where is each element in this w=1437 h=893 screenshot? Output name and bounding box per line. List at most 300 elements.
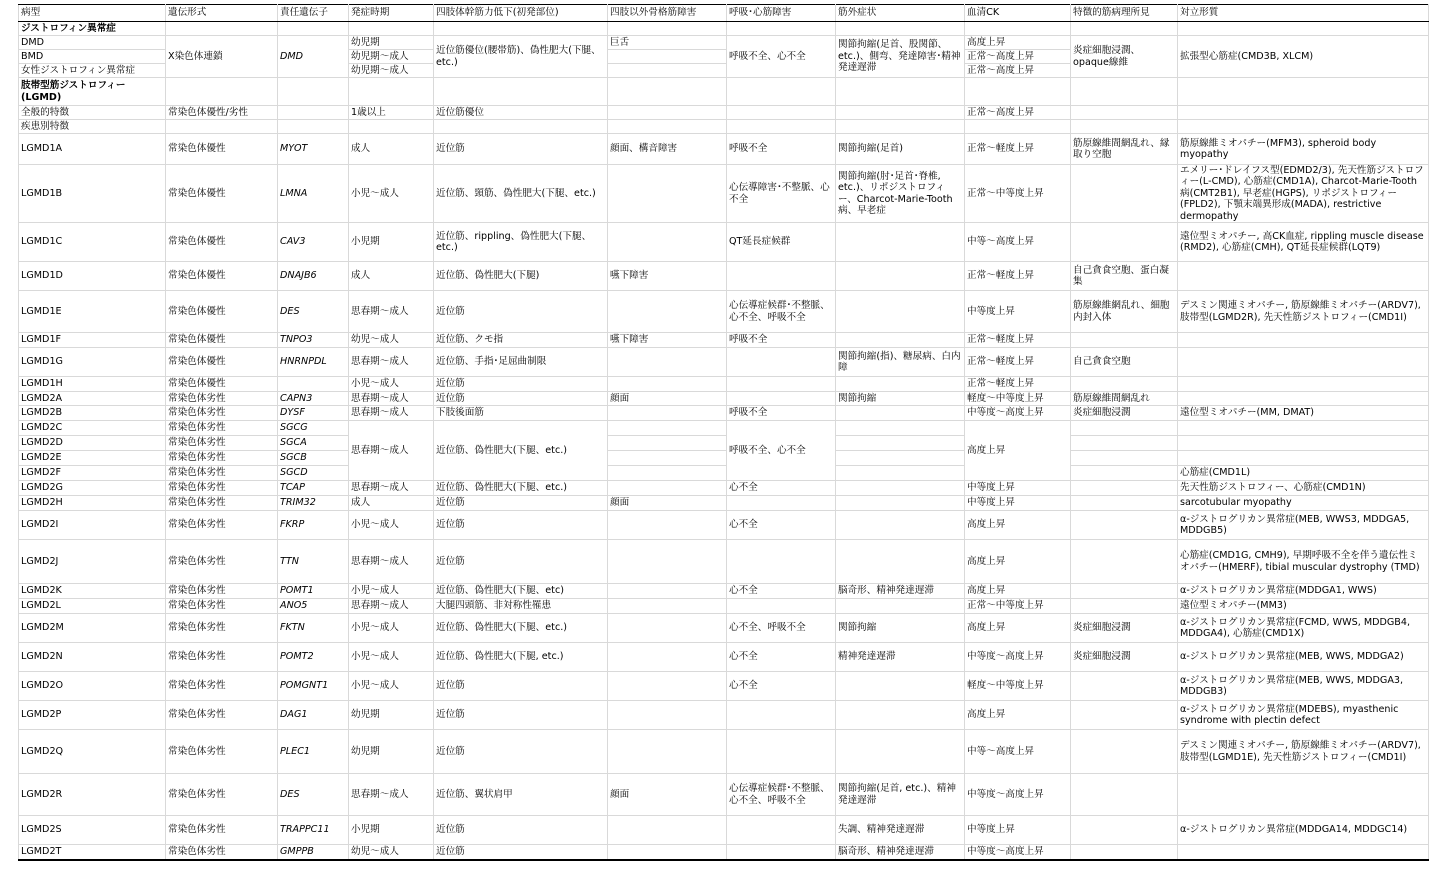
- header-cell: 血清CK: [965, 5, 1071, 22]
- weakness-cell: 近位筋、偽性肥大(下腿, etc.): [434, 643, 608, 672]
- other-muscle-cell: [608, 614, 727, 643]
- table-row: [19, 333, 1429, 348]
- disease-name: LGMD2O: [19, 672, 166, 701]
- pathology-cell: [1071, 511, 1178, 540]
- weakness-cell: 近位筋、偽性肥大(下腿、etc.): [434, 614, 608, 643]
- section-row: [19, 22, 1429, 36]
- inheritance-cell: 常染色体劣性: [166, 406, 278, 421]
- ck-cell: 中等度～高度上昇: [965, 845, 1071, 860]
- gene-cell: ANO5: [278, 599, 349, 614]
- disease-name: LGMD2F: [19, 466, 166, 481]
- inheritance-cell: 常染色体劣性: [166, 599, 278, 614]
- cardio-cell: [727, 701, 836, 730]
- extra-cell: [836, 540, 965, 584]
- other-muscle-cell: 顔面、構音障害: [608, 134, 727, 165]
- other-muscle-cell: [608, 816, 727, 845]
- gene-cell: SGCA: [278, 436, 349, 451]
- header-cell: 四肢以外骨格筋障害: [608, 5, 727, 22]
- cardio-cell: 心伝導障害･不整脈、心不全: [727, 165, 836, 223]
- allelic-cell: 遠位型ミオパチー, 高CK血症, rippling muscle disease (RMD2), 心筋症(CMH), QT延長症候群(LQT9): [1178, 223, 1429, 262]
- pathology-cell: [1071, 540, 1178, 584]
- pathology-cell: 筋原線維網乱れ、細胞内封入体: [1071, 291, 1178, 333]
- onset-cell: 幼児期: [349, 701, 434, 730]
- allelic-cell: 先天性筋ジストロフィー、心筋症(CMD1N): [1178, 481, 1429, 496]
- header-cell: 対立形質: [1178, 5, 1429, 22]
- table-row: [19, 451, 1429, 466]
- table-row: [19, 584, 1429, 599]
- disease-name: LGMD2N: [19, 643, 166, 672]
- pathology-cell: [1071, 165, 1178, 223]
- ck-cell: 中等度～高度上昇: [965, 406, 1071, 421]
- disease-name: LGMD2H: [19, 496, 166, 511]
- pathology-cell: [1071, 774, 1178, 816]
- pathology-cell: [1071, 845, 1178, 860]
- disease-name: LGMD2Q: [19, 730, 166, 774]
- gene-cell: TCAP: [278, 481, 349, 496]
- ck-cell: 高度上昇: [965, 511, 1071, 540]
- allelic-cell: エメリー･ドレイフス型(EDMD2/3), 先天性筋ジストロフィー(L-CMD), 心筋症(CMD1A), Charcot-Marie-Tooth病(CMT2B1), 早老症(HGPS), リポジストロフィー(FPLD2), 下顎末端異形成(MADA), restrictive dermopathy: [1178, 165, 1429, 223]
- other-muscle-cell: [608, 511, 727, 540]
- extra-cell: 関節拘縮: [836, 614, 965, 643]
- onset-cell: 小児～成人: [349, 584, 434, 599]
- table-row: [19, 540, 1429, 584]
- inheritance-cell: 常染色体劣性: [166, 421, 278, 436]
- disease-label-row: [19, 120, 1429, 134]
- extra-cell: [836, 451, 965, 466]
- onset-cell: 幼児期: [349, 36, 434, 50]
- allelic-cell: α-ジストログリカン異常症(MEB, WWS3, MDDGA5, MDDGB5): [1178, 511, 1429, 540]
- gene-cell: DES: [278, 291, 349, 333]
- table-row: [19, 599, 1429, 614]
- weakness-cell: 近位筋: [434, 392, 608, 406]
- other-muscle-cell: 嚥下障害: [608, 262, 727, 291]
- general-label: 全般的特徴: [19, 106, 166, 120]
- weakness-cell: 近位筋、偽性肥大(下腿): [434, 262, 608, 291]
- pathology-cell: 筋原線維間網乱れ、縁取り空胞: [1071, 134, 1178, 165]
- onset-cell: 思春期～成人: [349, 421, 434, 481]
- allelic-cell: [1178, 348, 1429, 377]
- extra-cell: [836, 599, 965, 614]
- other-muscle-cell: [608, 643, 727, 672]
- inheritance-cell: 常染色体劣性: [166, 672, 278, 701]
- table-row: [19, 291, 1429, 333]
- cardio-cell: [727, 392, 836, 406]
- ck-cell: 高度上昇: [965, 540, 1071, 584]
- weakness-cell: 近位筋優位: [434, 106, 608, 120]
- onset-cell: 思春期～成人: [349, 774, 434, 816]
- weakness-cell: 近位筋、手指･足屈曲制限: [434, 348, 608, 377]
- table-row: [19, 643, 1429, 672]
- disease-name: LGMD2S: [19, 816, 166, 845]
- gene-cell: TRAPPC11: [278, 816, 349, 845]
- disease-name: LGMD1G: [19, 348, 166, 377]
- gene-cell: GMPPB: [278, 845, 349, 860]
- allelic-cell: [1178, 377, 1429, 392]
- ck-cell: 中等度上昇: [965, 291, 1071, 333]
- header-row: [19, 5, 1429, 22]
- inheritance-cell: 常染色体劣性: [166, 643, 278, 672]
- inheritance-cell: 常染色体劣性: [166, 392, 278, 406]
- extra-cell: [836, 466, 965, 481]
- extra-cell: 精神発達遅滞: [836, 643, 965, 672]
- onset-cell: 思春期～成人: [349, 481, 434, 496]
- table-row: [19, 406, 1429, 421]
- cardio-cell: 呼吸不全、心不全: [727, 36, 836, 78]
- onset-cell: 小児～成人: [349, 643, 434, 672]
- header-cell: 責任遺伝子: [278, 5, 349, 22]
- onset-cell: 幼児期～成人: [349, 64, 434, 78]
- header-cell: 特徴的筋病理所見: [1071, 5, 1178, 22]
- disease-name: LGMD2R: [19, 774, 166, 816]
- disease-name: LGMD2T: [19, 845, 166, 860]
- allelic-cell: [1178, 392, 1429, 406]
- table-row: [19, 436, 1429, 451]
- extra-cell: 失調、精神発達遅滞: [836, 816, 965, 845]
- ck-cell: 中等～高度上昇: [965, 223, 1071, 262]
- allelic-cell: [1178, 845, 1429, 860]
- inheritance-cell: 常染色体劣性: [166, 730, 278, 774]
- onset-cell: 1歳以上: [349, 106, 434, 120]
- extra-cell: 関節拘縮(足首、股関節、etc.)、側弯、発達障害･精神発達遅滞: [836, 36, 965, 78]
- allelic-cell: 心筋症(CMD1G, CMH9), 早期呼吸不全を伴う遺伝性ミオパチー(HMERF), tibial muscular dystrophy (TMD): [1178, 540, 1429, 584]
- onset-cell: 小児～成人: [349, 511, 434, 540]
- table-row: [19, 816, 1429, 845]
- ck-cell: 軽度～中等度上昇: [965, 392, 1071, 406]
- onset-cell: 小児期: [349, 223, 434, 262]
- pathology-cell: 炎症細胞浸潤: [1071, 643, 1178, 672]
- other-muscle-cell: [608, 451, 727, 466]
- extra-cell: [836, 291, 965, 333]
- disease-name: LGMD2M: [19, 614, 166, 643]
- weakness-cell: 近位筋: [434, 134, 608, 165]
- pathology-cell: [1071, 333, 1178, 348]
- disease-name: 女性ジストロフィン異常症: [19, 64, 166, 78]
- ck-cell: 中等～高度上昇: [965, 730, 1071, 774]
- weakness-cell: 近位筋: [434, 291, 608, 333]
- extra-cell: 関節拘縮(肘･足首･脊椎, etc.)、リポジストロフィー、Charcot-Marie-Tooth病、早老症: [836, 165, 965, 223]
- other-muscle-cell: 嚥下障害: [608, 333, 727, 348]
- extra-cell: [836, 701, 965, 730]
- inheritance-cell: 常染色体優性/劣性: [166, 106, 278, 120]
- gene-cell: POMT2: [278, 643, 349, 672]
- disease-name: LGMD2D: [19, 436, 166, 451]
- other-muscle-cell: [608, 584, 727, 599]
- table-row: [19, 223, 1429, 262]
- other-muscle-cell: 顔面: [608, 774, 727, 816]
- ck-cell: 高度上昇: [965, 701, 1071, 730]
- other-muscle-cell: [608, 436, 727, 451]
- other-muscle-cell: 巨舌: [608, 36, 727, 50]
- table-row: [19, 377, 1429, 392]
- allelic-cell: [1178, 421, 1429, 436]
- gene-cell: TTN: [278, 540, 349, 584]
- cardio-cell: 心不全: [727, 672, 836, 701]
- table-row: [19, 348, 1429, 377]
- pathology-cell: [1071, 466, 1178, 481]
- table-row: [19, 730, 1429, 774]
- pathology-cell: [1071, 584, 1178, 599]
- extra-cell: 関節拘縮(足首): [836, 134, 965, 165]
- allelic-cell: sarcotubular myopathy: [1178, 496, 1429, 511]
- disease-name: LGMD2L: [19, 599, 166, 614]
- weakness-cell: 近位筋: [434, 540, 608, 584]
- cardio-cell: 呼吸不全: [727, 406, 836, 421]
- ck-cell: 正常～軽度上昇: [965, 333, 1071, 348]
- disease-name: LGMD2A: [19, 392, 166, 406]
- gene-cell: FKTN: [278, 614, 349, 643]
- ck-cell: 正常～軽度上昇: [965, 348, 1071, 377]
- weakness-cell: 近位筋、クモ指: [434, 333, 608, 348]
- onset-cell: 小児期: [349, 816, 434, 845]
- gene-cell: SGCD: [278, 466, 349, 481]
- other-muscle-cell: [608, 701, 727, 730]
- allelic-cell: α-ジストログリカン異常症(MDDGA1, WWS): [1178, 584, 1429, 599]
- disease-label: 疾患別特徴: [19, 120, 166, 134]
- allelic-cell: α-ジストログリカン異常症(MEB, WWS, MDDGA3, MDDGB3): [1178, 672, 1429, 701]
- disease-name: LGMD2J: [19, 540, 166, 584]
- section-title-dystrophin: ジストロフィン異常症: [19, 22, 166, 36]
- inheritance-cell: 常染色体優性: [166, 377, 278, 392]
- disease-name: LGMD2G: [19, 481, 166, 496]
- ck-cell: 正常～高度上昇: [965, 50, 1071, 64]
- onset-cell: 幼児期～成人: [349, 50, 434, 64]
- ck-cell: 軽度～中等度上昇: [965, 672, 1071, 701]
- gene-cell: SGCG: [278, 421, 349, 436]
- ck-cell: 正常～軽度上昇: [965, 377, 1071, 392]
- other-muscle-cell: [608, 466, 727, 481]
- extra-cell: 関節拘縮(足首, etc.)、精神発達遅滞: [836, 774, 965, 816]
- allelic-cell: 心筋症(CMD1L): [1178, 466, 1429, 481]
- allelic-cell: [1178, 436, 1429, 451]
- other-muscle-cell: [608, 291, 727, 333]
- onset-cell: 小児～成人: [349, 614, 434, 643]
- disease-name: LGMD2B: [19, 406, 166, 421]
- other-muscle-cell: [608, 223, 727, 262]
- allelic-cell: [1178, 262, 1429, 291]
- disease-name: BMD: [19, 50, 166, 64]
- onset-cell: 思春期～成人: [349, 348, 434, 377]
- onset-cell: 小児～成人: [349, 165, 434, 223]
- weakness-cell: 近位筋、偽性肥大(下腿、etc): [434, 584, 608, 599]
- ck-cell: 中等度～高度上昇: [965, 774, 1071, 816]
- pathology-cell: [1071, 730, 1178, 774]
- table-row: [19, 701, 1429, 730]
- extra-cell: [836, 436, 965, 451]
- disease-name: DMD: [19, 36, 166, 50]
- pathology-cell: [1071, 816, 1178, 845]
- inheritance-cell: X染色体連鎖: [166, 36, 278, 78]
- inheritance-cell: 常染色体劣性: [166, 774, 278, 816]
- pathology-cell: [1071, 481, 1178, 496]
- pathology-cell: [1071, 496, 1178, 511]
- cardio-cell: [727, 599, 836, 614]
- extra-cell: 脳奇形、精神発達遅滞: [836, 845, 965, 860]
- pathology-cell: [1071, 599, 1178, 614]
- allelic-cell: α-ジストログリカン異常症(MDDGA14, MDDGC14): [1178, 816, 1429, 845]
- extra-cell: 関節拘縮(指)、糖尿病、白内障: [836, 348, 965, 377]
- weakness-cell: 近位筋: [434, 377, 608, 392]
- pathology-cell: [1071, 436, 1178, 451]
- cardio-cell: [727, 816, 836, 845]
- ck-cell: 高度上昇: [965, 584, 1071, 599]
- extra-cell: [836, 511, 965, 540]
- gene-cell: PLEC1: [278, 730, 349, 774]
- allelic-cell: 遠位型ミオパチー(MM3): [1178, 599, 1429, 614]
- pathology-cell: 自己貪食空胞、蛋白凝集: [1071, 262, 1178, 291]
- disease-name: LGMD1C: [19, 223, 166, 262]
- weakness-cell: 下肢後面筋: [434, 406, 608, 421]
- section-row: [19, 78, 1429, 106]
- weakness-cell: 近位筋: [434, 730, 608, 774]
- extra-cell: [836, 481, 965, 496]
- table-row: [19, 392, 1429, 406]
- gene-cell: CAPN3: [278, 392, 349, 406]
- cardio-cell: [727, 262, 836, 291]
- cardio-cell: 心不全: [727, 643, 836, 672]
- pathology-cell: 炎症細胞浸潤、opaque線維: [1071, 36, 1178, 78]
- weakness-cell: 近位筋、頸筋、偽性肥大(下腿、etc.): [434, 165, 608, 223]
- gene-cell: CAV3: [278, 223, 349, 262]
- gene-cell: MYOT: [278, 134, 349, 165]
- gene-cell: DMD: [278, 36, 349, 78]
- weakness-cell: 近位筋: [434, 701, 608, 730]
- weakness-cell: 近位筋優位(腰帯筋)、偽性肥大(下腿、etc.): [434, 36, 608, 78]
- ck-cell: 正常～軽度上昇: [965, 262, 1071, 291]
- allelic-cell: [1178, 333, 1429, 348]
- gene-cell: DYSF: [278, 406, 349, 421]
- ck-cell: 中等度上昇: [965, 816, 1071, 845]
- other-muscle-cell: [608, 165, 727, 223]
- onset-cell: 小児～成人: [349, 672, 434, 701]
- disease-name: LGMD1A: [19, 134, 166, 165]
- table-row: [19, 672, 1429, 701]
- disease-name: LGMD2C: [19, 421, 166, 436]
- table-row: [19, 614, 1429, 643]
- cardio-cell: QT延長症候群: [727, 223, 836, 262]
- gene-cell: SGCB: [278, 451, 349, 466]
- inheritance-cell: 常染色体優性: [166, 134, 278, 165]
- weakness-cell: 近位筋、rippling、偽性肥大(下腿、etc.): [434, 223, 608, 262]
- table-row: [19, 466, 1429, 481]
- inheritance-cell: 常染色体劣性: [166, 451, 278, 466]
- onset-cell: 思春期～成人: [349, 392, 434, 406]
- ck-cell: 中等度上昇: [965, 496, 1071, 511]
- weakness-cell: 大腿四頭筋、非対称性罹患: [434, 599, 608, 614]
- weakness-cell: 近位筋、偽性肥大(下腿、etc.): [434, 421, 608, 481]
- allelic-cell: 拡張型心筋症(CMD3B, XLCM): [1178, 36, 1429, 78]
- inheritance-cell: 常染色体劣性: [166, 816, 278, 845]
- gene-cell: POMGNT1: [278, 672, 349, 701]
- inheritance-cell: 常染色体劣性: [166, 481, 278, 496]
- other-muscle-cell: 顔面: [608, 392, 727, 406]
- other-muscle-cell: [608, 406, 727, 421]
- pathology-cell: [1071, 672, 1178, 701]
- general-row: [19, 106, 1429, 120]
- onset-cell: 幼児～成人: [349, 845, 434, 860]
- other-muscle-cell: [608, 540, 727, 584]
- allelic-cell: 筋原線維ミオパチー(MFM3), spheroid body myopathy: [1178, 134, 1429, 165]
- extra-cell: [836, 262, 965, 291]
- cardio-cell: [727, 845, 836, 860]
- allelic-cell: α-ジストログリカン異常症(MDEBS), myasthenic syndrome with plectin defect: [1178, 701, 1429, 730]
- weakness-cell: 近位筋、偽性肥大(下腿、etc.): [434, 481, 608, 496]
- cardio-cell: [727, 540, 836, 584]
- table-row: [19, 165, 1429, 223]
- extra-cell: [836, 377, 965, 392]
- table-row: [19, 481, 1429, 496]
- pathology-cell: 炎症細胞浸潤: [1071, 406, 1178, 421]
- inheritance-cell: 常染色体優性: [166, 291, 278, 333]
- ck-cell: 高度上昇: [965, 614, 1071, 643]
- extra-cell: [836, 223, 965, 262]
- pathology-cell: 筋原線維間網乱れ: [1071, 392, 1178, 406]
- disease-name: LGMD1B: [19, 165, 166, 223]
- cardio-cell: 呼吸不全: [727, 333, 836, 348]
- allelic-cell: α-ジストログリカン異常症(MEB, WWS, MDDGA2): [1178, 643, 1429, 672]
- cardio-cell: 心伝導症候群･不整脈、心不全、呼吸不全: [727, 291, 836, 333]
- table-row: [19, 774, 1429, 816]
- pathology-cell: 炎症細胞浸潤: [1071, 614, 1178, 643]
- inheritance-cell: 常染色体優性: [166, 333, 278, 348]
- onset-cell: 幼児期: [349, 730, 434, 774]
- table-row: [19, 421, 1429, 436]
- disease-name: LGMD2P: [19, 701, 166, 730]
- pathology-cell: [1071, 421, 1178, 436]
- pathology-cell: [1071, 701, 1178, 730]
- ck-cell: 正常～中等度上昇: [965, 165, 1071, 223]
- allelic-cell: α-ジストログリカン異常症(FCMD, WWS, MDDGB4, MDDGA4), 心筋症(CMD1X): [1178, 614, 1429, 643]
- cardio-cell: [727, 496, 836, 511]
- other-muscle-cell: [608, 348, 727, 377]
- other-muscle-cell: [608, 599, 727, 614]
- inheritance-cell: 常染色体優性: [166, 165, 278, 223]
- ck-cell: 中等度上昇: [965, 481, 1071, 496]
- onset-cell: 成人: [349, 134, 434, 165]
- table-row: [19, 845, 1429, 860]
- onset-cell: 思春期～成人: [349, 291, 434, 333]
- ck-cell: 正常～中等度上昇: [965, 599, 1071, 614]
- inheritance-cell: 常染色体劣性: [166, 511, 278, 540]
- other-muscle-cell: [608, 481, 727, 496]
- ck-cell: 正常～高度上昇: [965, 64, 1071, 78]
- table-row: [19, 511, 1429, 540]
- other-muscle-cell: 顔面: [608, 496, 727, 511]
- gene-cell: DNAJB6: [278, 262, 349, 291]
- extra-cell: [836, 730, 965, 774]
- inheritance-cell: 常染色体劣性: [166, 584, 278, 599]
- extra-cell: [836, 333, 965, 348]
- onset-cell: 小児～成人: [349, 377, 434, 392]
- gene-cell: LMNA: [278, 165, 349, 223]
- cardio-cell: 心不全: [727, 584, 836, 599]
- weakness-cell: 近位筋: [434, 511, 608, 540]
- inheritance-cell: 常染色体劣性: [166, 436, 278, 451]
- allelic-cell: デスミン関連ミオパチー, 筋原線維ミオパチー(ARDV7), 肢帯型(LGMD1E), 先天性筋ジストロフィー(CMD1I): [1178, 730, 1429, 774]
- onset-cell: 成人: [349, 262, 434, 291]
- disease-name: LGMD2E: [19, 451, 166, 466]
- disease-name: LGMD2K: [19, 584, 166, 599]
- ck-cell: 中等度～高度上昇: [965, 643, 1071, 672]
- ck-cell: 正常～高度上昇: [965, 106, 1071, 120]
- onset-cell: 思春期～成人: [349, 540, 434, 584]
- cardio-cell: 心伝導症候群･不整脈、心不全、呼吸不全: [727, 774, 836, 816]
- cardio-cell: 呼吸不全、心不全: [727, 421, 836, 481]
- gene-cell: TRIM32: [278, 496, 349, 511]
- gene-cell: DAG1: [278, 701, 349, 730]
- weakness-cell: 近位筋: [434, 672, 608, 701]
- pathology-cell: [1071, 377, 1178, 392]
- other-muscle-cell: [608, 672, 727, 701]
